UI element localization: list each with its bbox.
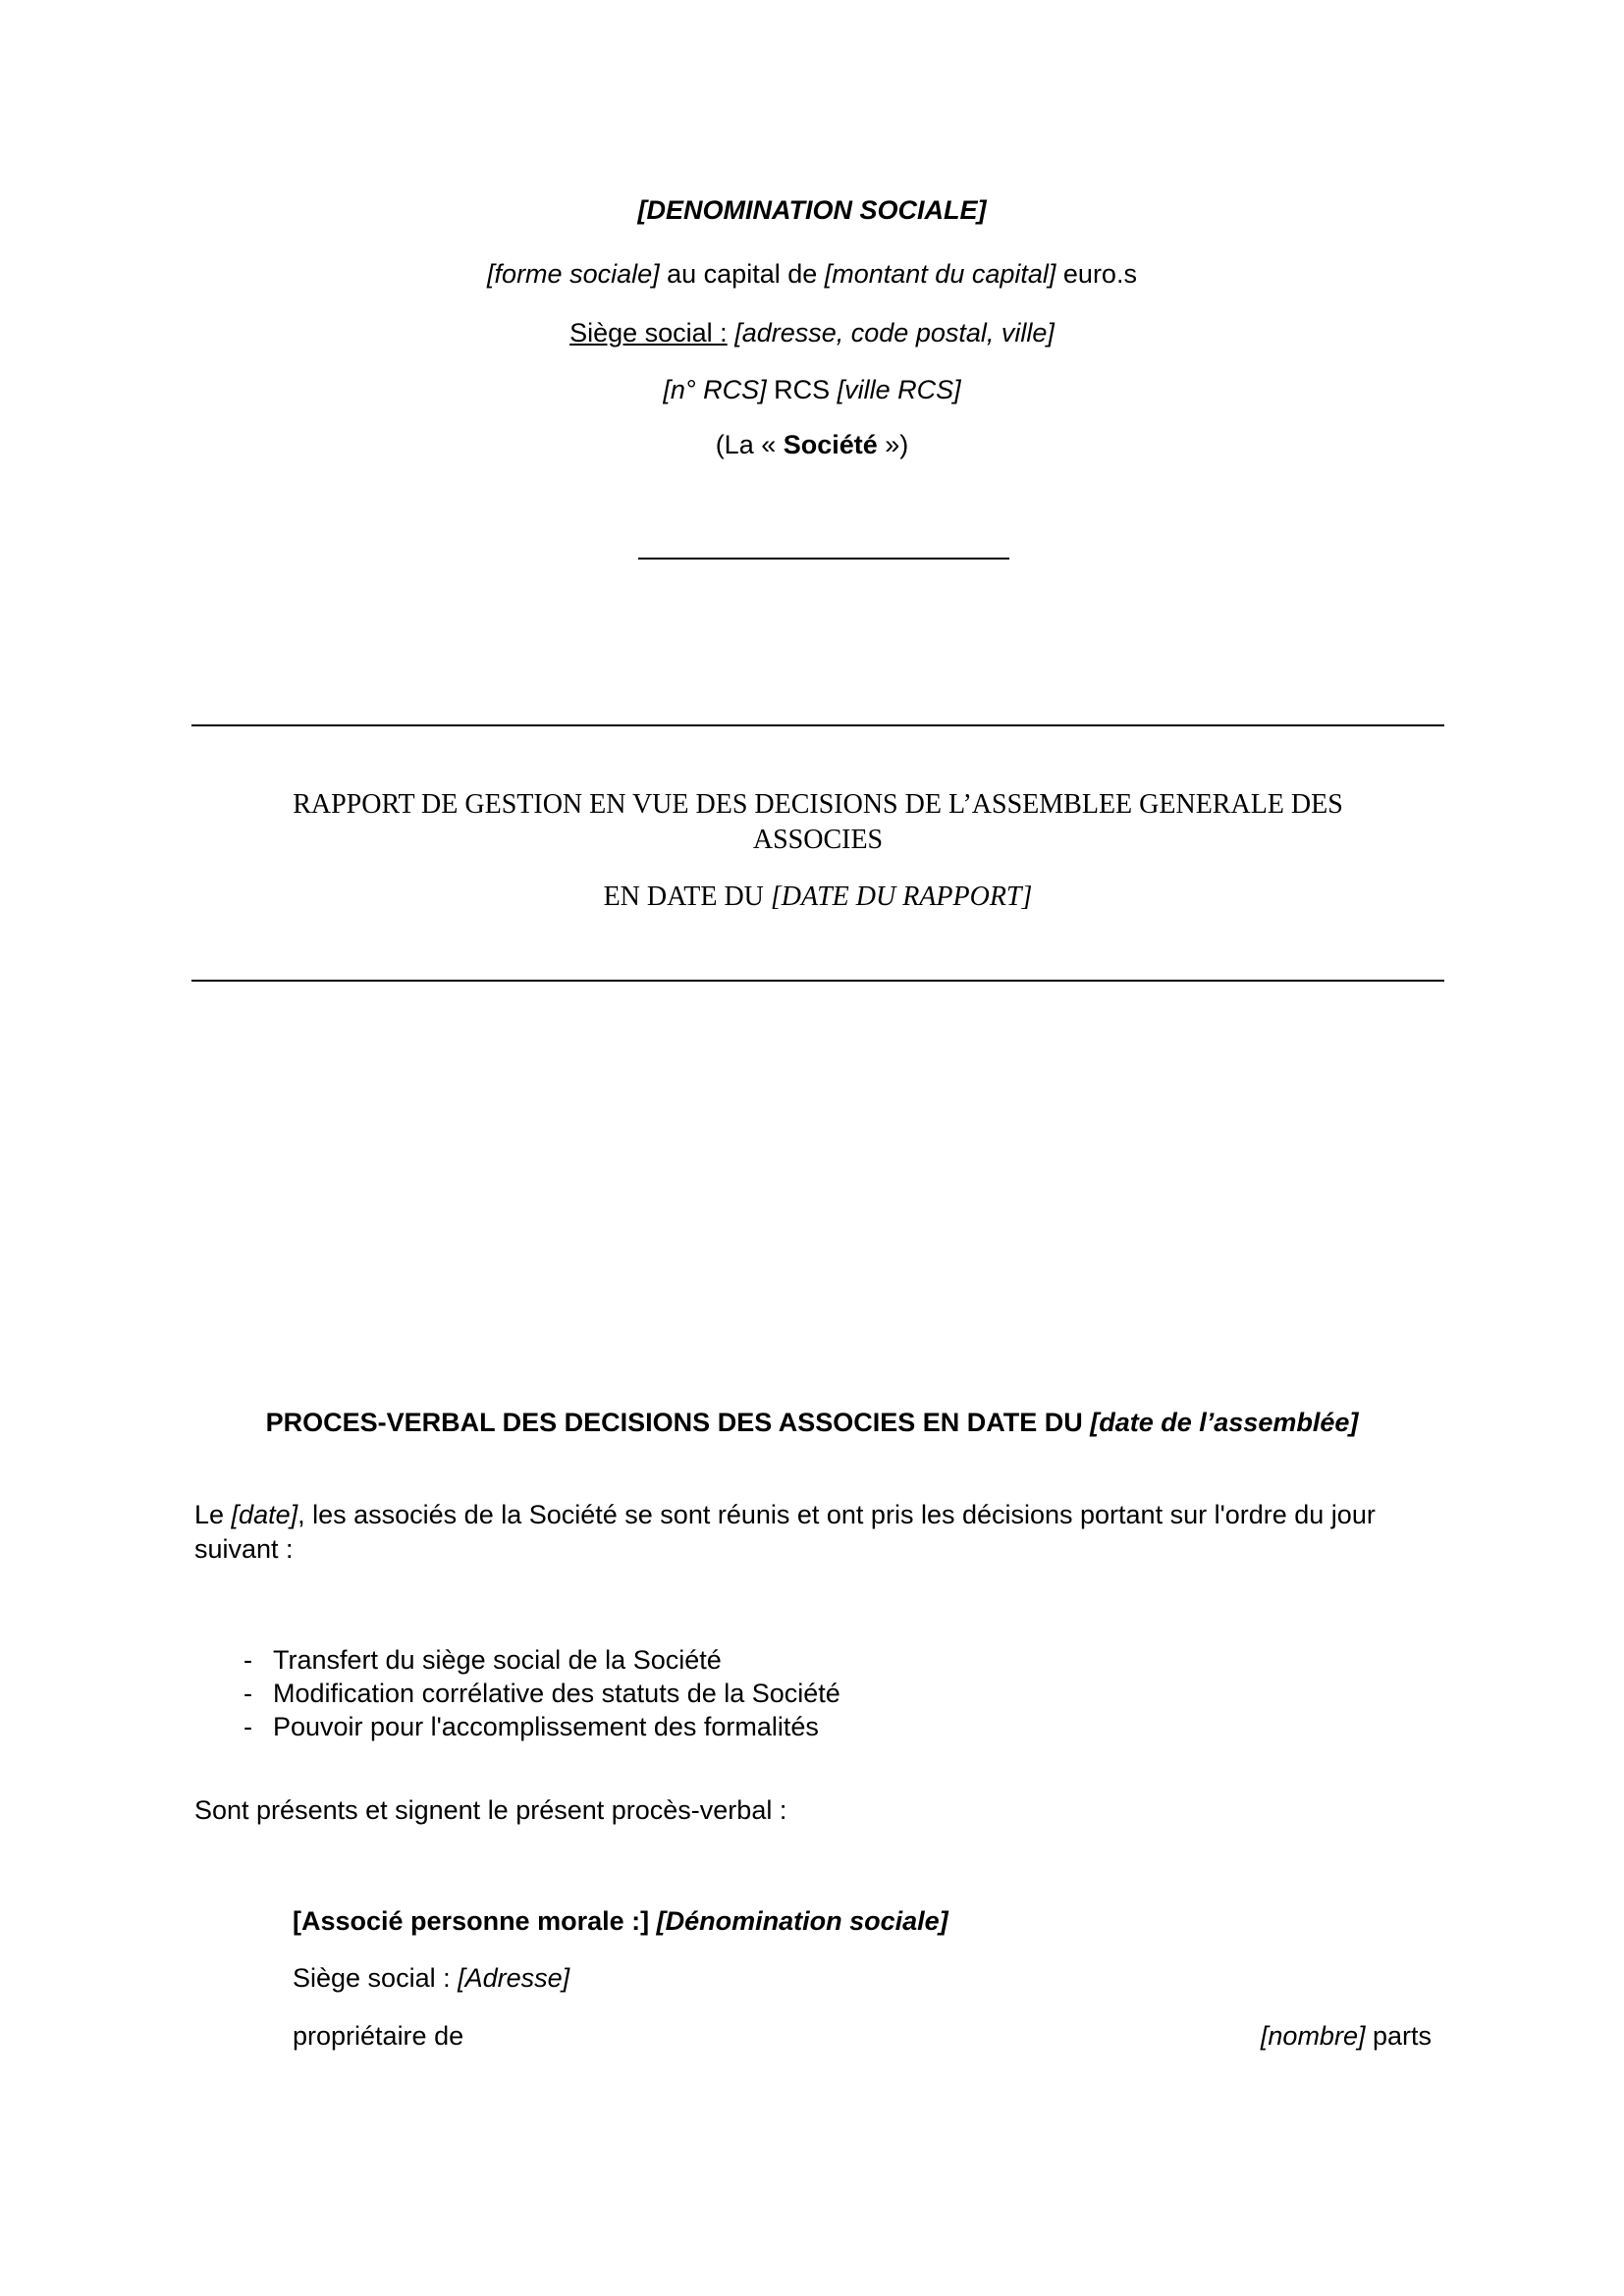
agenda-item-3: Pouvoir pour l'accomplissement des formalités (273, 1712, 819, 1741)
associe-siege-label: Siège social : (293, 1963, 459, 1993)
proprietaire-text: propriétaire de (293, 2021, 464, 2051)
siege-label: Siège social : (569, 318, 728, 347)
la-suffix: ») (877, 430, 909, 459)
parts-count-line (1261, 2019, 1432, 2054)
company-capital-line (0, 257, 1624, 291)
rapport-bottom-rule (191, 980, 1444, 982)
montant-capital-placeholder: [montant du capital] (824, 259, 1056, 289)
company-siege-line (0, 316, 1624, 349)
company-rcs-line (0, 373, 1624, 406)
rapport-title (191, 787, 1444, 858)
rapport-top-rule (191, 724, 1444, 726)
intro-prefix: Le (194, 1500, 232, 1529)
la-prefix: (La « (715, 430, 784, 459)
agenda-item-1: Transfert du siège social de la Société (273, 1645, 722, 1675)
associe-heading (293, 1904, 948, 1939)
rcs-number-placeholder: [n° RCS] (663, 375, 767, 404)
list-item: - Transfert du siège social de la Société (244, 1645, 722, 1675)
rcs-city-placeholder: [ville RCS] (837, 375, 961, 404)
company-denomination (0, 193, 1624, 227)
list-item: - Pouvoir pour l'accomplissement des formalités (244, 1712, 819, 1741)
currency-text: euro.s (1056, 259, 1137, 289)
agenda-list (244, 1643, 840, 1743)
associe-siege-line (293, 1961, 569, 1996)
presents-text: Sont présents et signent le présent procès-verbal : (194, 1795, 787, 1825)
rapport-title-line2: ASSOCIES (752, 825, 884, 855)
intro-line1-rest: , les associés de la Société se sont réunis et ont pris les décisions portant sur l'ordre du jour (298, 1500, 1376, 1529)
company-short-name-line (0, 428, 1624, 461)
capital-text: au capital de (659, 259, 825, 289)
pv-date-placeholder: [date de l’assemblée] (1090, 1408, 1359, 1437)
denomination-text: [DENOMINATION SOCIALE] (637, 195, 987, 225)
proces-verbal-title (0, 1406, 1624, 1439)
rapport-title-line1: RAPPORT DE GESTION EN VUE DES DECISIONS DE L’ASSEMBLEE GENERALE DES (293, 789, 1343, 820)
societe-term: Société (783, 430, 878, 459)
rapport-date-line (191, 880, 1444, 915)
pv-intro-line2: suivant : (194, 1534, 294, 1564)
agenda-item-2: Modification corrélative des statuts de la Société (273, 1679, 840, 1708)
associe-label: [Associé personne morale :] (293, 1906, 650, 1936)
header-separator (638, 558, 1009, 560)
nombre-placeholder: [nombre] (1260, 2021, 1366, 2051)
list-item: - Modification corrélative des statuts de la Société (244, 1679, 840, 1708)
parts-text: parts (1365, 2021, 1432, 2051)
pv-intro-paragraph (194, 1498, 1451, 1567)
pv-title-text: PROCES-VERBAL DES DECISIONS DES ASSOCIES EN DATE DU (265, 1408, 1091, 1437)
intro-date-placeholder: [date] (231, 1500, 298, 1529)
associe-denomination-placeholder: [Dénomination sociale] (656, 1906, 948, 1936)
forme-sociale-placeholder: [forme sociale] (487, 259, 660, 289)
associe-address-placeholder: [Adresse] (458, 1963, 570, 1993)
rcs-text: RCS (766, 375, 838, 404)
rapport-date-prefix: EN DATE DU (603, 881, 771, 912)
rapport-date-placeholder: [DATE DU RAPPORT] (770, 881, 1033, 912)
siege-address-placeholder: [adresse, code postal, ville] (734, 318, 1055, 347)
pv-intro-line1 (194, 1498, 1451, 1532)
